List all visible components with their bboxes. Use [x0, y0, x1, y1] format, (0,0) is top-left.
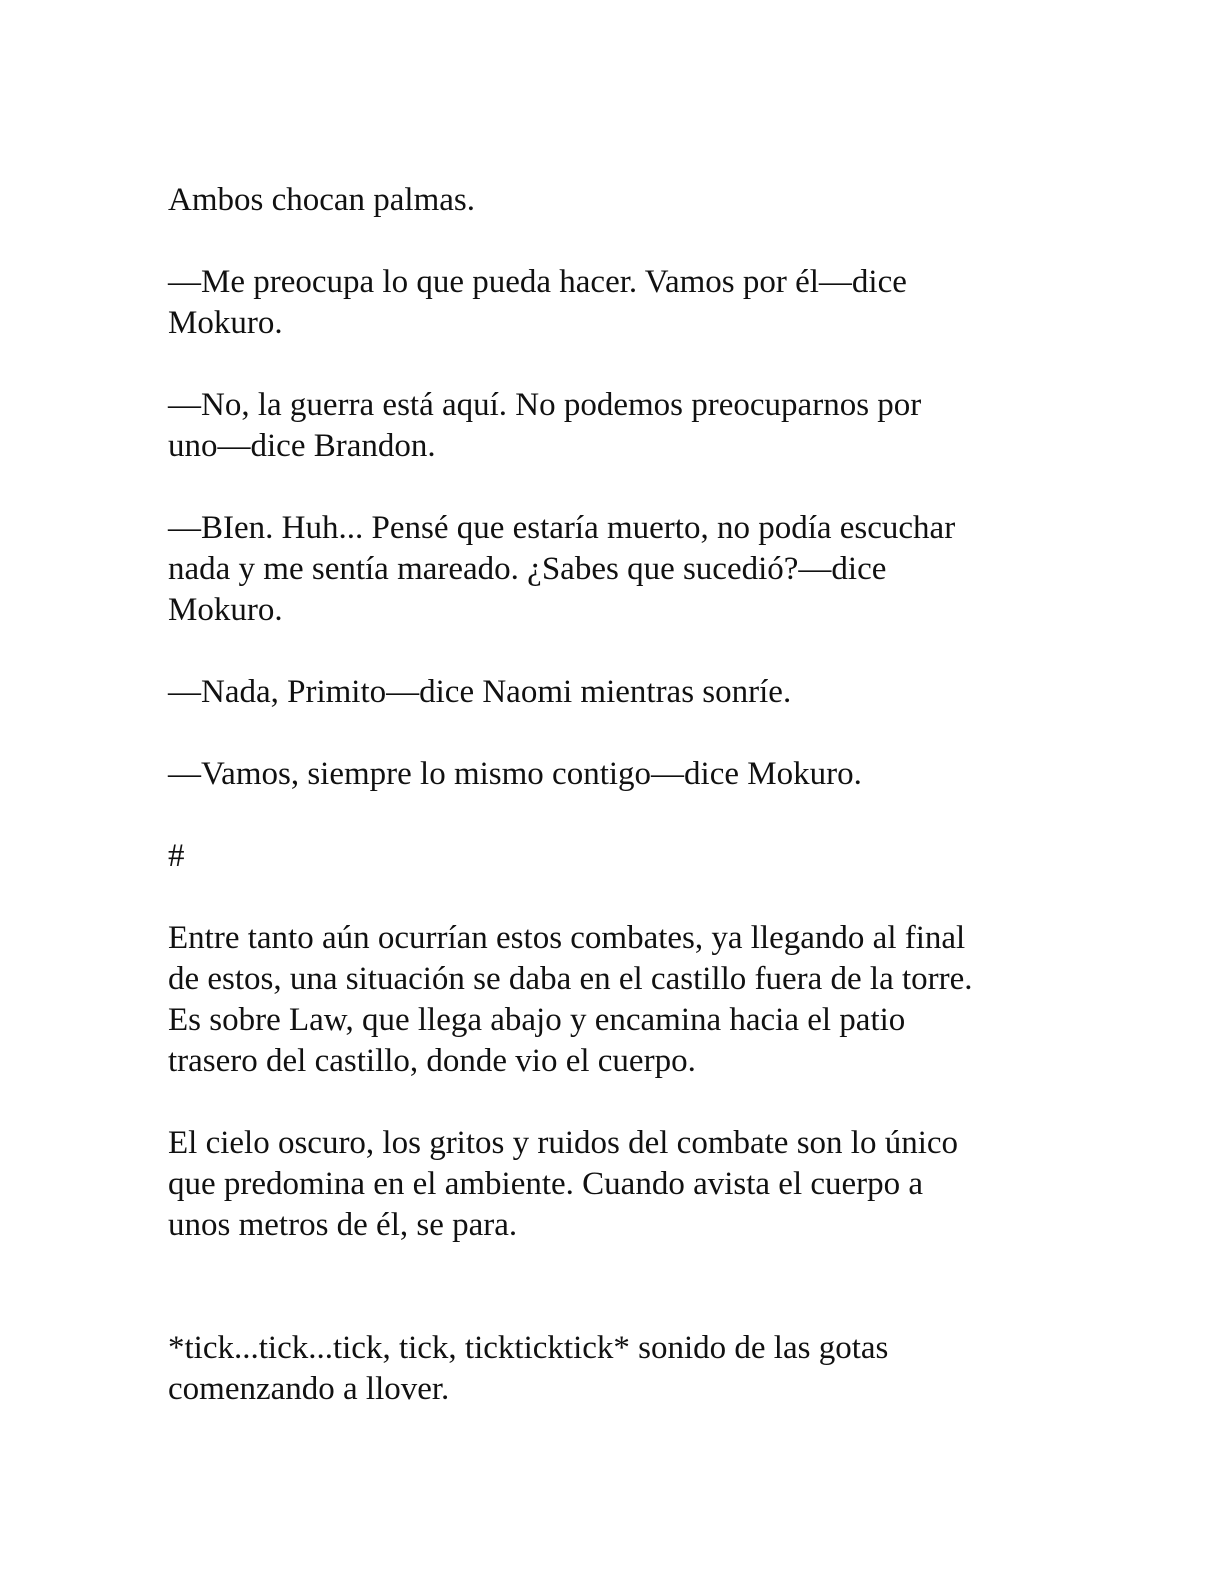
- paragraph-6: —Vamos, siempre lo mismo contigo—dice Mokuro.: [168, 756, 862, 792]
- paragraph-9: *tick...tick...tick, tick, tickticktick* sonido de las gotas comenzando a llover.: [168, 1330, 889, 1407]
- paragraph-3: —No, la guerra está aquí. No podemos preocuparnos por uno—dice Brandon.: [168, 387, 922, 464]
- paragraph-2: —Me preocupa lo que pueda hacer. Vamos por él—dice Mokuro.: [168, 264, 907, 341]
- paragraph-7: Entre tanto aún ocurrían estos combates, ya llegando al final de estos, una situación se daba en el castillo fuera de la torre. Es sobre Law, que llega abajo y encamina hacia el patio trasero del castillo, donde vio el cuerpo.: [168, 920, 973, 1079]
- paragraph-1: Ambos chocan palmas.: [168, 182, 476, 218]
- paragraph-4: —BIen. Huh... Pensé que estaría muerto, no podía escuchar nada y me sentía mareado. ¿Sabes que sucedió?—dice Mokuro.: [168, 510, 956, 628]
- paragraph-5: —Nada, Primito—dice Naomi mientras sonríe.: [168, 674, 792, 710]
- section-break: #: [168, 838, 185, 874]
- paragraph-8: El cielo oscuro, los gritos y ruidos del combate son lo único que predomina en el ambiente. Cuando avista el cuerpo a unos metros de él, se para.: [168, 1125, 959, 1243]
- document-body: [168, 180, 1058, 1451]
